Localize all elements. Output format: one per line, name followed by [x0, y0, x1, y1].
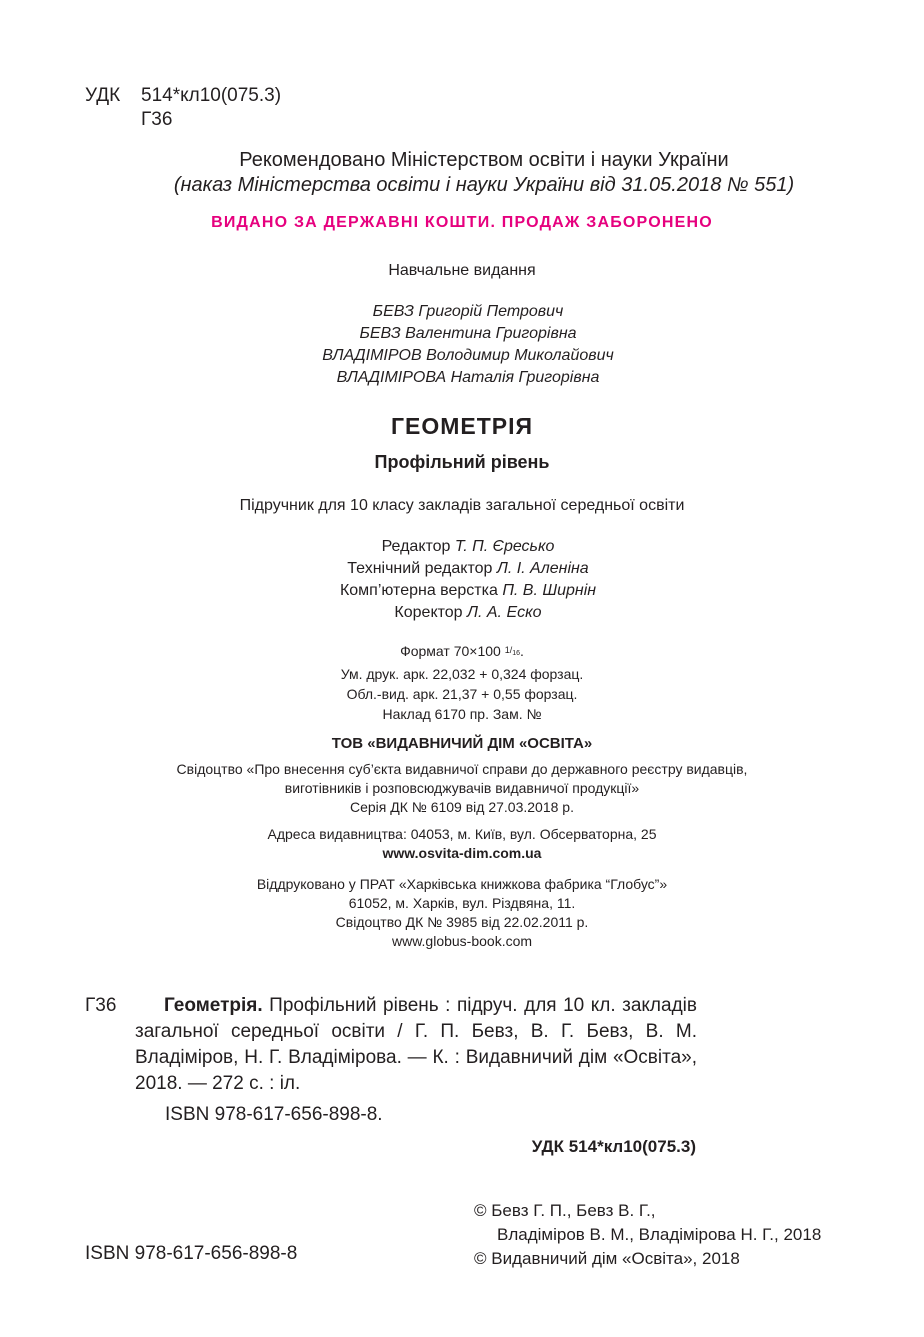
- print-format: Формат 70×100 $^{1/_{16}}$. Ум. друк. арк. 22,032 + 0,324 форзац. Обл.-вид. арк. 21,37 + 0,55 форзац. Наклад 6170 пр. Зам. №: [0, 640, 924, 724]
- copyright-authors-cont: Владіміров В. М., Владімірова Н. Г., 2018: [497, 1225, 822, 1244]
- copyright-block: [474, 1199, 821, 1271]
- staff-role: Технічний редактор: [347, 560, 493, 577]
- recommendation-line1: Рекомендовано Міністерством освіти і науки України: [239, 149, 729, 171]
- library-index: Г36: [141, 109, 173, 130]
- textbook-description: Підручник для 10 класу закладів загальної середньої освіти: [239, 497, 685, 514]
- catalog-code: Г36: [85, 995, 117, 1016]
- staff-row: [6, 558, 924, 580]
- printer-website-link[interactable]: www.globus-book.com: [391, 933, 533, 949]
- format-sheets: Ум. друк. арк. 22,032 + 0,324 форзац.: [340, 666, 584, 682]
- book-subtitle: Профільний рівень: [374, 452, 550, 472]
- recommendation: [22, 148, 924, 198]
- printer-info: Віддруковано у ПРАТ «Харківська книжкова фабрика “Глобус”» 61052, м. Харків, вул. Різдвяна, 11. Свідоцтво ДК № 3985 від 22.02.2011 р. www.globus-book.com: [0, 875, 924, 951]
- staff-row: [6, 536, 924, 558]
- author: БЕВЗ Валентина Григорівна: [359, 325, 577, 342]
- recommendation-line2: (наказ Міністерства освіти і науки України від 31.05.2018 № 551): [173, 174, 795, 196]
- copyright-authors: © Бевз Г. П., Бевз В. Г.,: [474, 1201, 656, 1220]
- staff-name: Л. А. Еско: [467, 604, 542, 621]
- edition-type: Навчальне видання: [388, 262, 536, 279]
- format-publisher-sheets: Обл.-вид. арк. 21,37 + 0,55 форзац.: [346, 686, 578, 702]
- staff-role: Коректор: [394, 604, 463, 621]
- catalog-title: Геометрія.: [164, 995, 263, 1016]
- publisher-website-link[interactable]: www.osvita-dim.com.ua: [382, 845, 542, 861]
- copyright-publisher: © Видавничий дім «Освіта», 2018: [474, 1249, 740, 1268]
- publisher-name: ТОВ «ВИДАВНИЧИЙ ДІМ «ОСВІТА»: [331, 735, 593, 752]
- udk-block: [85, 84, 281, 132]
- catalog-entry: [135, 993, 697, 1097]
- format-print-run: Наклад 6170 пр. Зам. №: [382, 706, 542, 722]
- authors-list: [6, 301, 924, 389]
- catalog-card: [85, 993, 697, 1097]
- staff-credits: [6, 536, 924, 624]
- staff-row: [6, 580, 924, 602]
- staff-name: П. В. Ширнін: [502, 582, 597, 599]
- format-size: Формат 70×100: [400, 643, 501, 659]
- author: ВЛАДІМІРОВА Наталія Григорівна: [336, 369, 600, 386]
- staff-name: Т. П. Єресько: [454, 538, 555, 555]
- staff-name: Л. І. Аленіна: [496, 560, 589, 577]
- catalog-udk: УДК 514*кл10(075.3): [531, 1137, 696, 1156]
- state-funded-notice: ВИДАНО ЗА ДЕРЖАВНІ КОШТИ. ПРОДАЖ ЗАБОРОНЕНО: [211, 214, 713, 231]
- author: ВЛАДІМІРОВ Володимир Миколайович: [322, 347, 614, 364]
- staff-role: Редактор: [381, 538, 451, 555]
- isbn: ISBN 978-617-656-898-8: [85, 1243, 298, 1264]
- udk-label: УДК: [85, 85, 121, 106]
- publisher-address-block: [0, 825, 924, 863]
- udk-code: 514*кл10(075.3): [141, 85, 282, 106]
- author: БЕВЗ Григорій Петрович: [372, 303, 564, 320]
- publisher-address: Адреса видавництва: 04053, м. Київ, вул. Обсерваторна, 25: [267, 826, 657, 842]
- catalog-text: Профільний рівень : підруч. для 10 кл. закладів загальної середньої освіти / Г. П. Бевз, В. Г. Бевз, В. М. Владіміров, Н. Г. Владімірова. — К. : Видавничий дім «Освіта», 2018. — 272 с. : іл.: [135, 995, 697, 1094]
- staff-row: [6, 602, 924, 624]
- catalog-isbn: ISBN 978-617-656-898-8.: [165, 1104, 383, 1125]
- staff-role: Комп’ютерна верстка: [339, 582, 498, 599]
- format-fraction: 1/16: [504, 645, 521, 657]
- book-title: ГЕОМЕТРІЯ: [390, 413, 534, 439]
- publisher-certificate: Свідоцтво «Про внесення суб’єкта видавничої справи до державного реєстру видавців, виготівників і розповсюджувачів видавничої продукції» Серія ДК № 6109 від 27.03.2018 р.: [176, 761, 748, 815]
